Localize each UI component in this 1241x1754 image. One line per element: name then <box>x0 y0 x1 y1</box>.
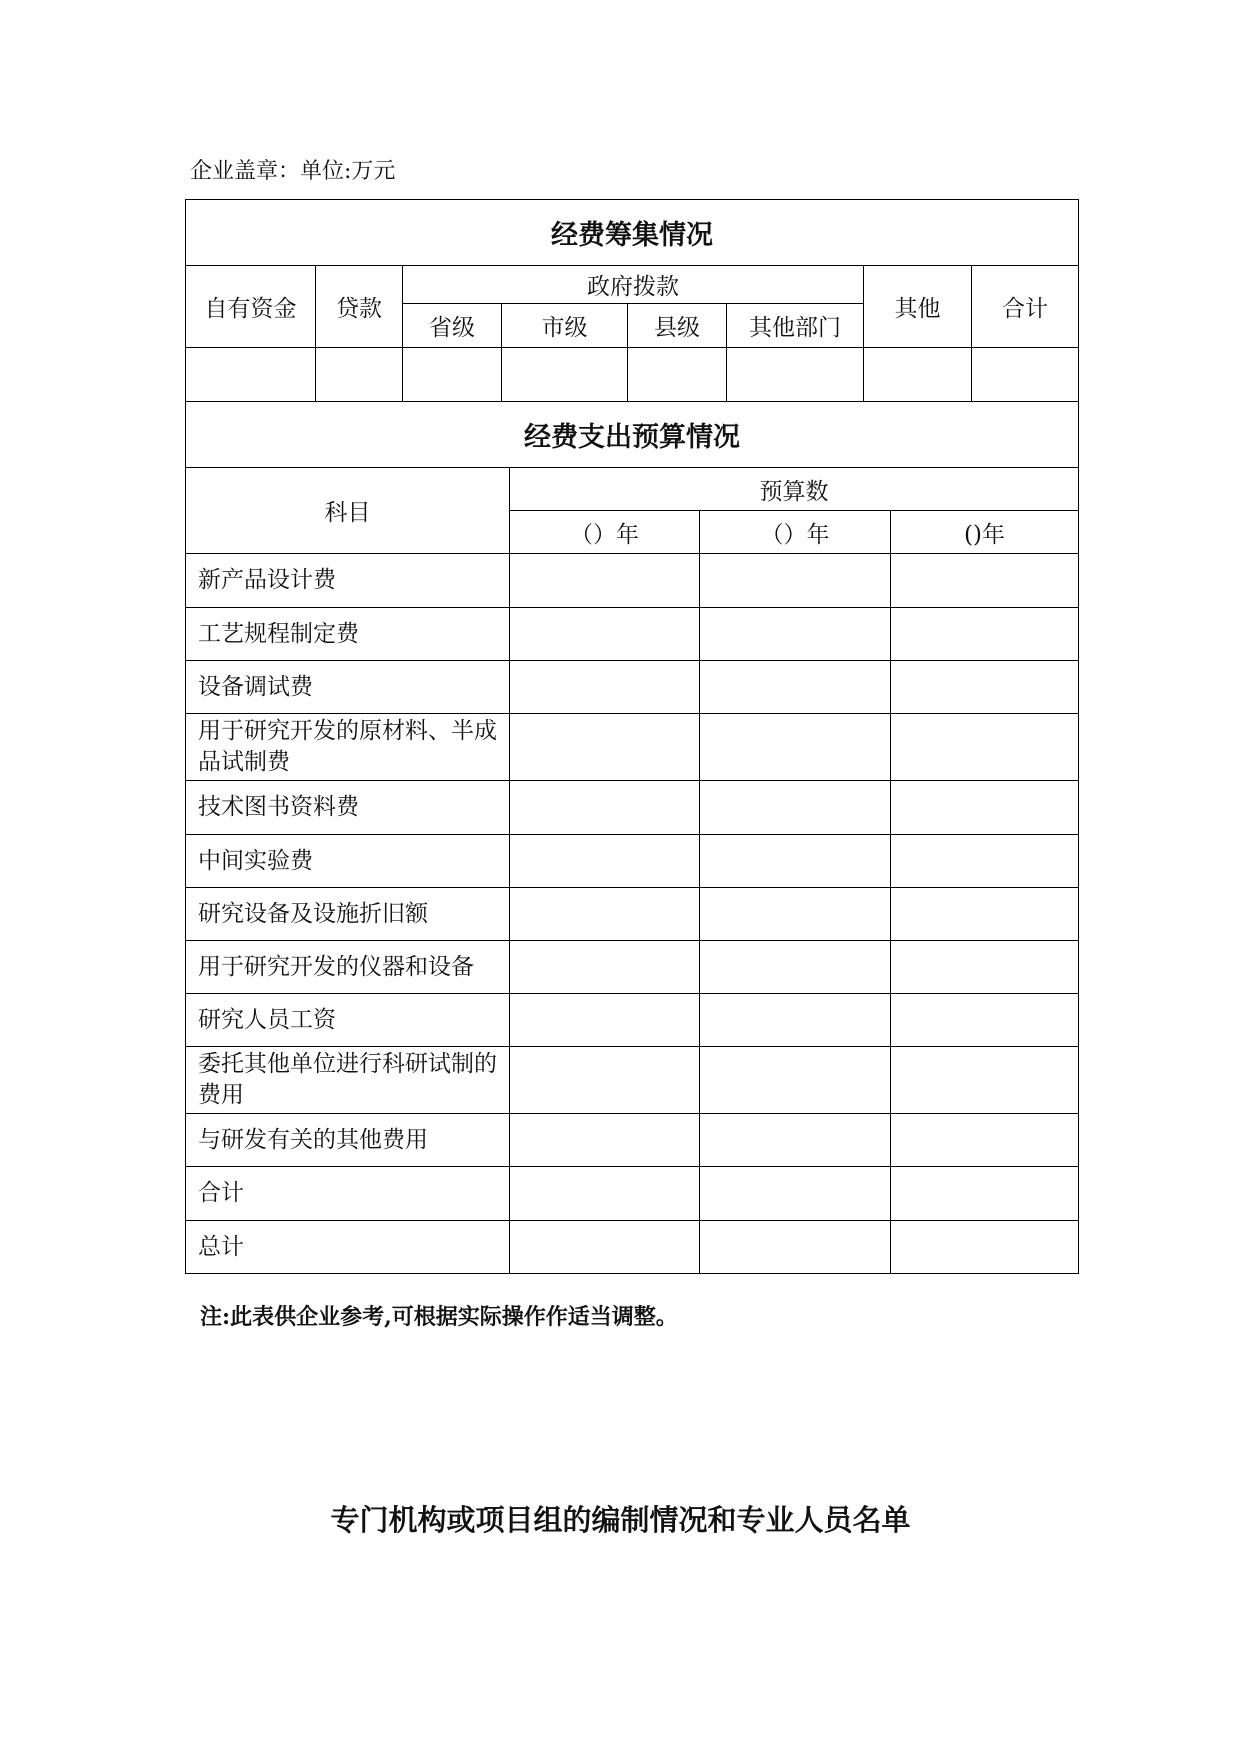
own-funds-cell[interactable] <box>186 348 316 402</box>
table-row <box>186 554 1079 608</box>
item-label: 工艺规程制定费 <box>186 608 510 661</box>
item-label: 用于研究开发的仪器和设备 <box>186 941 510 994</box>
budget-cell[interactable] <box>891 608 1079 661</box>
item-label: 与研发有关的其他费用 <box>186 1114 510 1167</box>
seal-unit-line: 企业盖章：单位:万元 <box>190 159 396 184</box>
item-label: 合计 <box>186 1167 510 1221</box>
budget-cell[interactable] <box>891 888 1079 941</box>
table-row <box>186 1167 1079 1221</box>
budget-cell[interactable] <box>891 1221 1079 1274</box>
table-row <box>186 1221 1079 1274</box>
budget-cell[interactable] <box>891 1114 1079 1167</box>
budget-cell[interactable] <box>700 781 891 835</box>
provincial-header: 省级 <box>403 304 502 348</box>
budget-cell[interactable] <box>700 608 891 661</box>
budget-cell[interactable] <box>510 835 700 888</box>
gov-funding-header: 政府拨款 <box>403 266 864 304</box>
loan-cell[interactable] <box>316 348 403 402</box>
county-cell[interactable] <box>628 348 727 402</box>
item-label: 总计 <box>186 1221 510 1274</box>
budget-cell[interactable] <box>700 714 891 781</box>
table-row <box>186 714 1079 781</box>
other-header: 其他 <box>864 266 972 348</box>
budget-cell[interactable] <box>700 1221 891 1274</box>
budget-cell[interactable] <box>700 661 891 714</box>
year-header-2: （）年 <box>700 511 891 554</box>
year-header-1: （）年 <box>510 511 700 554</box>
budget-cell[interactable] <box>510 888 700 941</box>
budget-cell[interactable] <box>891 1167 1079 1221</box>
table-row <box>186 1114 1079 1167</box>
staff-list-heading: 专门机构或项目组的编制情况和专业人员名单 <box>330 1503 911 1537</box>
item-label: 新产品设计费 <box>186 554 510 608</box>
budget-cell[interactable] <box>510 781 700 835</box>
table-note: 注:此表供企业参考,可根据实际操作作适当调整。 <box>200 1304 678 1330</box>
municipal-header: 市级 <box>502 304 628 348</box>
funding-total-cell[interactable] <box>972 348 1079 402</box>
budget-cell[interactable] <box>510 661 700 714</box>
item-label: 研究设备及设施折旧额 <box>186 888 510 941</box>
budget-cell[interactable] <box>510 941 700 994</box>
budget-cell[interactable] <box>891 994 1079 1047</box>
municipal-cell[interactable] <box>502 348 628 402</box>
item-label: 设备调试费 <box>186 661 510 714</box>
budget-cell[interactable] <box>700 1114 891 1167</box>
budget-cell[interactable] <box>891 1047 1079 1114</box>
budget-cell[interactable] <box>700 941 891 994</box>
table-row <box>186 835 1079 888</box>
other-dept-cell[interactable] <box>727 348 864 402</box>
budget-cell[interactable] <box>891 941 1079 994</box>
provincial-cell[interactable] <box>403 348 502 402</box>
budget-cell[interactable] <box>510 554 700 608</box>
budget-cell[interactable] <box>510 608 700 661</box>
funding-total-header: 合计 <box>972 266 1079 348</box>
budget-cell[interactable] <box>700 835 891 888</box>
other-cell[interactable] <box>864 348 972 402</box>
budget-cell[interactable] <box>510 1221 700 1274</box>
table-row <box>186 781 1079 835</box>
item-label: 用于研究开发的原材料、半成品试制费 <box>186 714 510 781</box>
table-row <box>186 1047 1079 1114</box>
county-header: 县级 <box>628 304 727 348</box>
budget-cell[interactable] <box>510 1167 700 1221</box>
budget-cell[interactable] <box>510 1047 700 1114</box>
subject-header: 科目 <box>186 468 510 554</box>
funding-table <box>185 199 1079 402</box>
budget-cell[interactable] <box>700 994 891 1047</box>
table-row <box>186 661 1079 714</box>
own-funds-header: 自有资金 <box>186 266 316 348</box>
budget-cell[interactable] <box>700 554 891 608</box>
budget-cell[interactable] <box>891 835 1079 888</box>
item-label: 委托其他单位进行科研试制的费用 <box>186 1047 510 1114</box>
item-label: 研究人员工资 <box>186 994 510 1047</box>
table-row <box>186 941 1079 994</box>
year-header-3: ()年 <box>891 511 1079 554</box>
table-row <box>186 888 1079 941</box>
budget-header: 预算数 <box>510 468 1079 511</box>
budget-cell[interactable] <box>510 714 700 781</box>
loan-header: 贷款 <box>316 266 403 348</box>
budget-cell[interactable] <box>510 1114 700 1167</box>
table-row <box>186 994 1079 1047</box>
expense-title: 经费支出预算情况 <box>186 402 1079 468</box>
item-label: 中间实验费 <box>186 835 510 888</box>
budget-cell[interactable] <box>891 661 1079 714</box>
budget-cell[interactable] <box>891 781 1079 835</box>
item-label: 技术图书资料费 <box>186 781 510 835</box>
expense-table <box>185 401 1079 1274</box>
budget-cell[interactable] <box>891 554 1079 608</box>
budget-cell[interactable] <box>891 714 1079 781</box>
funding-title: 经费筹集情况 <box>186 200 1079 266</box>
table-row <box>186 608 1079 661</box>
budget-cell[interactable] <box>700 1047 891 1114</box>
budget-cell[interactable] <box>700 888 891 941</box>
budget-cell[interactable] <box>510 994 700 1047</box>
other-dept-header: 其他部门 <box>727 304 864 348</box>
budget-cell[interactable] <box>700 1167 891 1221</box>
